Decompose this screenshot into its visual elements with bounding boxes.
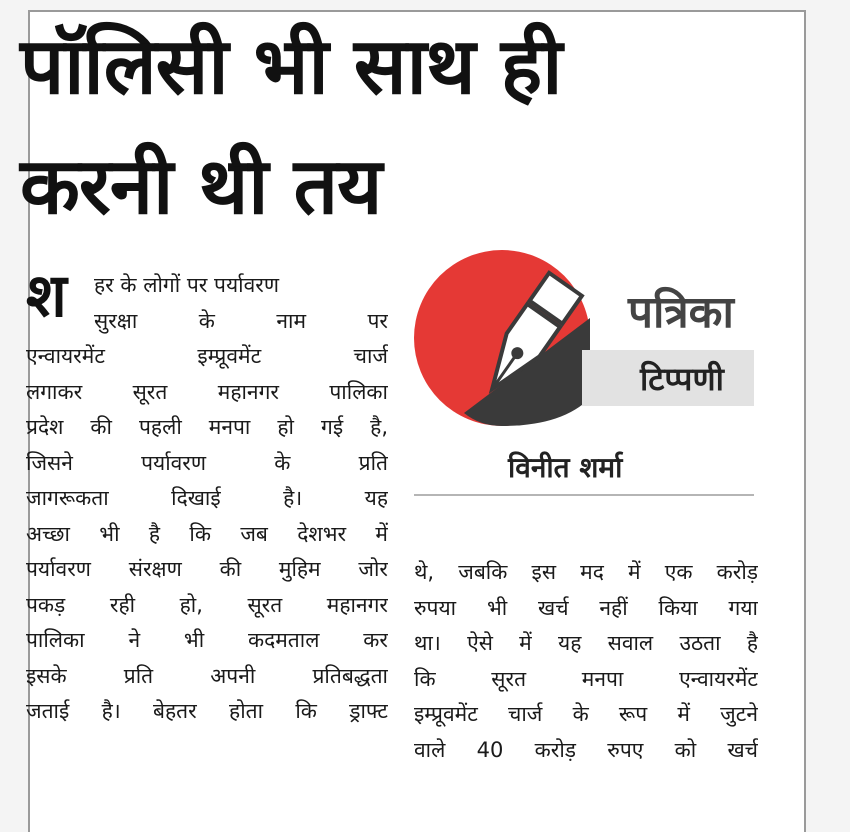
patrika-pen-logo — [412, 248, 592, 428]
article-line: वाले 40 करोड़ रुपए को खर्च — [414, 737, 758, 762]
drop-cap: श — [26, 261, 67, 331]
article-line: पकड़ रही हो, सूरत महानगर — [26, 592, 388, 617]
article-line: पर्यावरण संरक्षण की मुहिम जोर — [26, 557, 388, 581]
article-line: सुरक्षा के नाम पर — [94, 308, 388, 333]
headline-line-1: पॉलिसी भी साथ ही — [20, 22, 562, 112]
section-tag-label: टिप्पणी — [640, 360, 724, 398]
article-line: लगाकर सूरत महानगर पालिका — [26, 379, 388, 404]
article-line: जताई है। बेहतर होता कि ड्राफ्ट — [26, 699, 388, 723]
article-line: एन्वायरमेंट इम्प्रूवमेंट चार्ज — [26, 344, 388, 368]
article-line: कि सूरत मनपा एन्वायरमेंट — [414, 666, 758, 691]
article-line: इसके प्रति अपनी प्रतिबद्धता — [26, 663, 388, 688]
article-line: प्रदेश की पहली मनपा हो गई है, — [26, 415, 388, 439]
article-line: अच्छा भी है कि जब देशभर में — [26, 521, 388, 546]
byline-divider — [414, 494, 754, 496]
article-column-left — [26, 261, 388, 730]
article-line: थे, जबकि इस मद में एक करोड़ — [414, 560, 758, 584]
pen-nib-icon — [412, 248, 592, 428]
article-line: इम्प्रूवमेंट चार्ज के रूप में जुटने — [414, 702, 758, 726]
article-line: जागरूकता दिखाई है। यह — [26, 486, 388, 510]
article-line: हर के लोगों पर पर्यावरण — [94, 273, 280, 297]
article-line: पालिका ने भी कदमताल कर — [26, 628, 388, 652]
article-line: जिसने पर्यावरण के प्रति — [26, 450, 388, 475]
headline-line-2: करनी थी तय — [20, 142, 382, 232]
article-line: था। ऐसे में यह सवाल उठता है — [414, 631, 758, 655]
brand-name: पत्रिका — [628, 287, 734, 338]
article-column-right — [414, 555, 758, 768]
article-line: रुपया भी खर्च नहीं किया गया — [414, 595, 758, 620]
author-name: विनीत शर्मा — [508, 451, 623, 484]
